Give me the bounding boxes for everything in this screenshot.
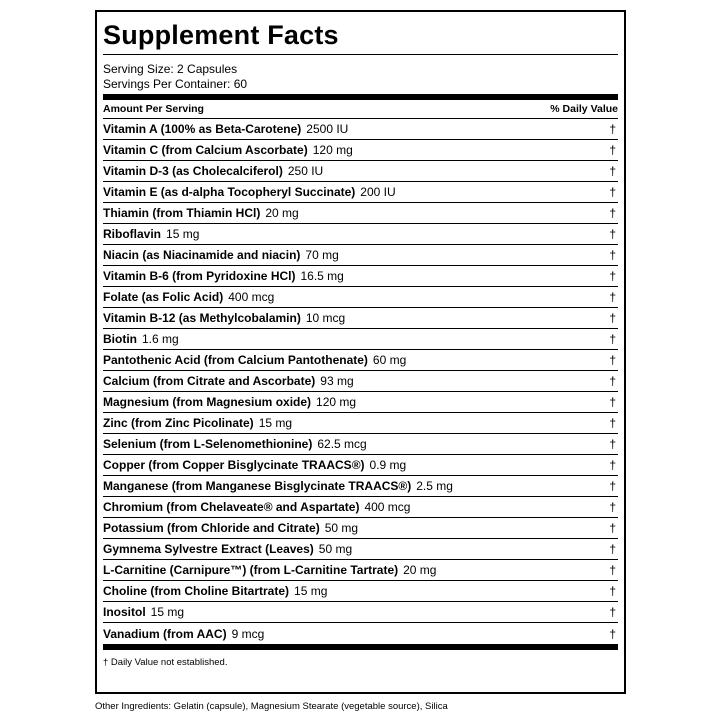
nutrient-list bbox=[103, 119, 618, 644]
nutrient-name: Vitamin B-12 (as Methylcobalamin) bbox=[103, 311, 301, 325]
nutrient-amount: 120 mg bbox=[316, 395, 357, 409]
nutrient-name: Gymnema Sylvestre Extract (Leaves) bbox=[103, 542, 314, 556]
nutrient-name: Vitamin B-6 (from Pyridoxine HCl) bbox=[103, 269, 296, 283]
nutrient-entry bbox=[103, 227, 199, 241]
header-daily-value: % Daily Value bbox=[550, 103, 618, 115]
nutrient-amount: 2.5 mg bbox=[416, 479, 453, 493]
nutrient-entry bbox=[103, 290, 274, 304]
nutrient-name: Chromium (from Chelaveate® and Aspartate) bbox=[103, 500, 360, 514]
nutrient-entry bbox=[103, 311, 345, 325]
nutrient-entry bbox=[103, 332, 179, 346]
daily-value-mark: † bbox=[609, 164, 616, 178]
nutrient-entry bbox=[103, 353, 406, 367]
daily-value-mark: † bbox=[609, 395, 616, 409]
nutrient-entry bbox=[103, 164, 323, 178]
nutrient-entry bbox=[103, 248, 339, 262]
nutrient-amount: 120 mg bbox=[312, 143, 353, 157]
nutrient-row bbox=[103, 371, 618, 392]
nutrient-amount: 62.5 mcg bbox=[317, 437, 367, 451]
nutrient-entry bbox=[103, 584, 327, 598]
serving-info bbox=[103, 55, 618, 94]
nutrient-amount: 20 mg bbox=[403, 563, 437, 577]
nutrient-name: Choline (from Choline Bitartrate) bbox=[103, 584, 290, 598]
daily-value-mark: † bbox=[609, 227, 616, 241]
nutrient-name: Biotin bbox=[103, 332, 137, 346]
daily-value-mark: † bbox=[609, 563, 616, 577]
nutrient-name: Riboflavin bbox=[103, 227, 162, 241]
nutrient-amount: 10 mcg bbox=[305, 311, 346, 325]
nutrient-amount: 93 mg bbox=[320, 374, 354, 388]
daily-value-mark: † bbox=[609, 521, 616, 535]
nutrient-row bbox=[103, 413, 618, 434]
nutrient-name: Vitamin A (100% as Beta-Carotene) bbox=[103, 122, 302, 136]
daily-value-mark: † bbox=[609, 437, 616, 451]
supplement-facts-panel bbox=[95, 10, 626, 694]
nutrient-entry bbox=[103, 143, 353, 157]
daily-value-mark: † bbox=[609, 185, 616, 199]
daily-value-mark: † bbox=[609, 500, 616, 514]
nutrient-amount: 15 mg bbox=[150, 605, 185, 619]
nutrient-name: Vitamin D-3 (as Cholecalciferol) bbox=[103, 164, 283, 178]
nutrient-name: Niacin (as Niacinamide and niacin) bbox=[103, 248, 301, 262]
nutrient-amount: 50 mg bbox=[318, 542, 353, 556]
daily-value-mark: † bbox=[609, 248, 616, 262]
nutrient-entry bbox=[103, 395, 356, 409]
daily-value-mark: † bbox=[609, 311, 616, 325]
nutrient-entry bbox=[103, 122, 348, 136]
nutrient-row bbox=[103, 203, 618, 224]
daily-value-mark: † bbox=[609, 626, 616, 641]
nutrient-entry bbox=[103, 605, 184, 619]
nutrient-row bbox=[103, 287, 618, 308]
nutrient-amount: 9 mcg bbox=[231, 626, 265, 641]
header-amount-per-serving: Amount Per Serving bbox=[103, 103, 204, 115]
nutrient-amount: 20 mg bbox=[265, 206, 299, 220]
nutrient-entry bbox=[103, 206, 299, 220]
nutrient-entry bbox=[103, 521, 358, 535]
nutrient-name: Potassium (from Chloride and Citrate) bbox=[103, 521, 320, 535]
nutrient-amount: 200 IU bbox=[360, 185, 396, 199]
nutrient-name: Zinc (from Zinc Picolinate) bbox=[103, 416, 254, 430]
nutrient-amount: 15 mg bbox=[166, 227, 200, 241]
nutrient-entry bbox=[103, 437, 367, 451]
nutrient-row bbox=[103, 140, 618, 161]
nutrient-row bbox=[103, 518, 618, 539]
nutrient-row bbox=[103, 539, 618, 560]
daily-value-mark: † bbox=[609, 479, 616, 493]
nutrient-entry bbox=[103, 627, 264, 641]
nutrient-amount: 1.6 mg bbox=[142, 332, 179, 346]
nutrient-entry bbox=[103, 416, 292, 430]
daily-value-mark: † bbox=[609, 206, 616, 220]
nutrient-entry bbox=[103, 374, 354, 388]
nutrient-row bbox=[103, 224, 618, 245]
nutrient-name: Vitamin C (from Calcium Ascorbate) bbox=[103, 143, 308, 157]
nutrient-name: Thiamin (from Thiamin HCl) bbox=[103, 206, 261, 220]
nutrient-row bbox=[103, 392, 618, 413]
nutrient-amount: 50 mg bbox=[324, 521, 359, 535]
nutrient-amount: 60 mg bbox=[372, 353, 407, 367]
daily-value-mark: † bbox=[609, 542, 616, 556]
daily-value-mark: † bbox=[609, 353, 616, 367]
nutrient-name: Calcium (from Citrate and Ascorbate) bbox=[103, 374, 316, 388]
nutrient-row bbox=[103, 266, 618, 287]
panel-title: Supplement Facts bbox=[103, 20, 339, 50]
nutrient-row bbox=[103, 581, 618, 602]
nutrient-row bbox=[103, 455, 618, 476]
nutrient-name: Vitamin E (as d-alpha Tocopheryl Succinate) bbox=[103, 185, 356, 199]
nutrient-amount: 400 mcg bbox=[228, 290, 275, 304]
nutrient-entry bbox=[103, 500, 410, 514]
nutrient-row bbox=[103, 560, 618, 581]
nutrient-entry bbox=[103, 269, 344, 283]
nutrient-amount: 15 mg bbox=[258, 416, 293, 430]
nutrient-entry bbox=[103, 185, 396, 199]
nutrient-row bbox=[103, 623, 618, 644]
nutrient-row bbox=[103, 497, 618, 518]
daily-value-mark: † bbox=[609, 332, 616, 346]
nutrient-amount: 15 mg bbox=[294, 584, 328, 598]
nutrient-amount: 16.5 mg bbox=[300, 269, 344, 283]
footnote: † Daily Value not established. bbox=[103, 657, 228, 668]
nutrient-amount: 0.9 mg bbox=[369, 458, 407, 472]
serving-size: Serving Size: 2 Capsules bbox=[103, 62, 238, 76]
daily-value-mark: † bbox=[609, 143, 616, 157]
daily-value-mark: † bbox=[609, 584, 616, 598]
nutrient-row bbox=[103, 329, 618, 350]
nutrient-name: Manganese (from Manganese Bisglycinate TRAACS®) bbox=[103, 479, 412, 493]
nutrient-name: L-Carnitine (Carnipure™) (from L-Carnitine Tartrate) bbox=[103, 563, 399, 577]
daily-value-mark: † bbox=[609, 122, 616, 136]
column-header bbox=[103, 100, 618, 119]
nutrient-name: Selenium (from L-Selenomethionine) bbox=[103, 437, 313, 451]
daily-value-mark: † bbox=[609, 374, 616, 388]
nutrient-amount: 250 IU bbox=[287, 164, 324, 178]
nutrient-amount: 2500 IU bbox=[306, 122, 349, 136]
nutrient-name: Copper (from Copper Bisglycinate TRAACS®) bbox=[103, 458, 365, 472]
nutrient-row bbox=[103, 161, 618, 182]
nutrient-row bbox=[103, 434, 618, 455]
nutrient-row bbox=[103, 602, 618, 623]
nutrient-entry bbox=[103, 458, 406, 472]
daily-value-mark: † bbox=[609, 458, 616, 472]
nutrient-amount: 400 mcg bbox=[364, 500, 411, 514]
nutrient-row bbox=[103, 350, 618, 371]
daily-value-mark: † bbox=[609, 605, 616, 619]
daily-value-mark: † bbox=[609, 269, 616, 283]
nutrient-name: Inositol bbox=[103, 605, 146, 619]
nutrient-amount: 70 mg bbox=[305, 248, 339, 262]
nutrient-entry bbox=[103, 563, 436, 577]
nutrient-name: Vanadium (from AAC) bbox=[103, 626, 227, 641]
nutrient-row bbox=[103, 119, 618, 140]
nutrient-entry bbox=[103, 542, 352, 556]
nutrient-entry bbox=[103, 479, 453, 493]
daily-value-mark: † bbox=[609, 416, 616, 430]
daily-value-mark: † bbox=[609, 290, 616, 304]
nutrient-name: Pantothenic Acid (from Calcium Pantothenate) bbox=[103, 353, 368, 367]
servings-per-container: Servings Per Container: 60 bbox=[103, 77, 248, 91]
nutrient-row bbox=[103, 245, 618, 266]
nutrient-row bbox=[103, 476, 618, 497]
nutrient-name: Magnesium (from Magnesium oxide) bbox=[103, 395, 312, 409]
other-ingredients: Other Ingredients: Gelatin (capsule), Magnesium Stearate (vegetable source), Silica bbox=[95, 701, 448, 712]
nutrient-row bbox=[103, 182, 618, 203]
nutrient-name: Folate (as Folic Acid) bbox=[103, 290, 224, 304]
nutrient-row bbox=[103, 308, 618, 329]
